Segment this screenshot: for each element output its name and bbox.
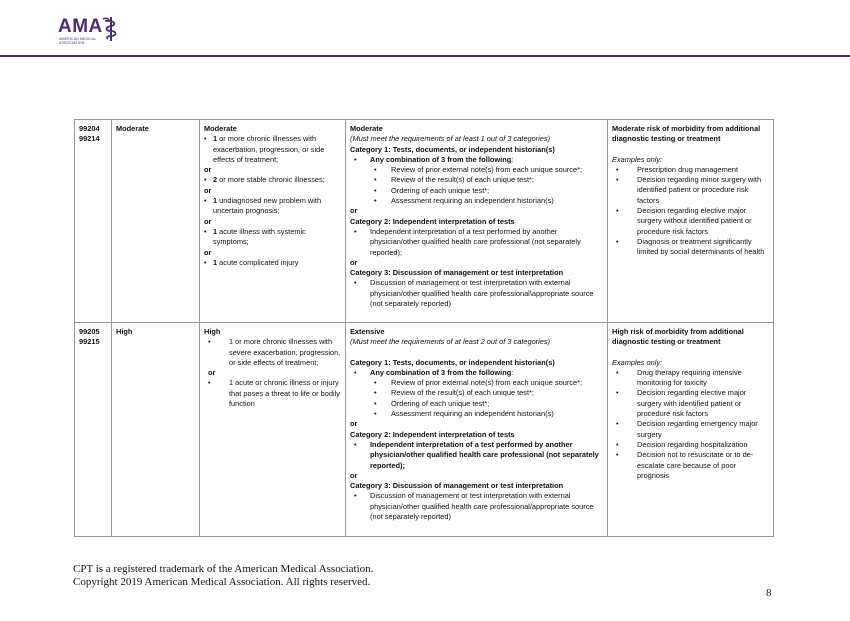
level-cell <box>112 120 200 323</box>
category-heading: Category 3: Discussion of management or test interpretation <box>350 481 564 491</box>
problems-title: Moderate <box>204 124 237 133</box>
or-separator: or <box>208 368 216 378</box>
list-item: • Diagnosis or treatment significantly limited by social determinants of health <box>612 237 769 258</box>
or-separator: or <box>204 247 212 257</box>
list-item: • Review of prior external note(s) from each unique source*; <box>350 165 603 175</box>
list-item: • 1 undiagnosed new problem with uncertain prognosis; <box>204 196 341 217</box>
list-item: • Independent interpretation of a test performed by another physician/other qualified health care professional (not separately reported); <box>350 227 603 258</box>
data-requirement: (Must meet the requirements of at least 1 out of 3 categories) <box>350 134 551 144</box>
list-item: • 2 or more stable chronic illnesses; <box>204 175 341 185</box>
list-item: • Decision regarding elective major surgery without identified patient or procedure risk factors <box>612 206 769 237</box>
staff-of-asclepius-icon <box>101 16 121 42</box>
mdm-level: High <box>116 327 133 336</box>
data-cell <box>346 120 608 323</box>
mdm-table <box>74 119 774 537</box>
list-item: • 1 acute illness with systemic symptoms; <box>204 227 341 248</box>
or-separator: or <box>350 206 358 216</box>
or-separator: or <box>350 470 358 480</box>
mdm-level: Moderate <box>116 124 149 133</box>
list-item: • Independent interpretation of a test performed by another physician/other qualified health care professional (not separately reported); <box>350 440 603 471</box>
list-item: • Decision regarding emergency major surgery <box>612 419 769 440</box>
footer <box>73 563 373 588</box>
list-item: • Decision not to resuscitate or to de-escalate care because of poor prognosis <box>612 450 769 481</box>
list-item: • Drug therapy requiring intensive monitoring for toxicity <box>612 368 769 389</box>
list-item: • Prescription drug management <box>612 165 769 175</box>
or-separator: or <box>350 419 358 429</box>
data-title: Extensive <box>350 327 385 336</box>
page-number: 8 <box>766 587 772 599</box>
cpt-code: 99214 <box>79 134 100 144</box>
risk-cell <box>608 323 774 537</box>
list-item: • Ordering of each unique test*; <box>350 399 603 409</box>
category-heading: Category 2: Independent interpretation of tests <box>350 429 515 439</box>
risk-cell <box>608 120 774 323</box>
table-row <box>75 120 774 323</box>
logo-wordmark: AMA <box>58 16 103 37</box>
list-item: • Assessment requiring an independent historian(s) <box>350 409 603 419</box>
copyright-notice: Copyright 2019 American Medical Association. All rights reserved. <box>73 575 371 588</box>
list-item: • Review of prior external note(s) from each unique source*; <box>350 378 603 388</box>
examples-label: Examples only: <box>612 357 663 367</box>
category-heading: Category 2: Independent interpretation of tests <box>350 216 515 226</box>
data-requirement: (Must meet the requirements of at least 2 out of 3 categories) <box>350 337 551 347</box>
list-item: • Discussion of management or test interpretation with external physician/other qualified health care professional\appropriate source (not separately reported) <box>350 278 603 309</box>
table-row <box>75 323 774 537</box>
or-separator: or <box>204 185 212 195</box>
logo-subtitle: AMERICAN MEDICAL ASSOCIATION <box>59 37 97 45</box>
problems-title: High <box>204 327 221 336</box>
list-item: • Any combination of 3 from the following: <box>350 368 603 378</box>
list-item: • Decision regarding minor surgery with identified patient or procedure risk factors <box>612 175 769 206</box>
list-item: • Any combination of 3 from the following: <box>350 155 603 165</box>
code-cell <box>75 323 112 537</box>
category-heading: Category 3: Discussion of management or test interpretation <box>350 268 564 278</box>
risk-title: Moderate risk of morbidity from additional diagnostic testing or treatment <box>612 124 761 144</box>
category-heading: Category 1: Tests, documents, or independent historian(s) <box>350 357 555 367</box>
list-item: • 1 acute or chronic illness or injury that poses a threat to life or bodily function <box>204 378 341 409</box>
list-item: • Decision regarding elective major surgery with identified patient or procedure risk factors <box>612 388 769 419</box>
or-separator: or <box>204 165 212 175</box>
list-item: • Review of the result(s) of each unique test*; <box>350 175 603 185</box>
list-item: • Review of the result(s) of each unique test*; <box>350 388 603 398</box>
cpt-code: 99215 <box>79 337 100 347</box>
data-cell <box>346 323 608 537</box>
list-item: • Ordering of each unique test*; <box>350 186 603 196</box>
or-separator: or <box>350 257 358 267</box>
trademark-notice: CPT is a registered trademark of the American Medical Association. <box>73 563 374 575</box>
problems-cell <box>200 323 346 537</box>
list-item: • Decision regarding hospitalization <box>612 440 769 450</box>
ama-logo <box>58 16 128 44</box>
or-separator: or <box>204 216 212 226</box>
category-heading: Category 1: Tests, documents, or independent historian(s) <box>350 144 555 154</box>
examples-label: Examples only: <box>612 154 663 164</box>
list-item: • Discussion of management or test interpretation with external physician/other qualified health care professional/appropriate source (not separately reported) <box>350 491 603 522</box>
cpt-code: 99204 <box>79 124 100 133</box>
header-divider <box>0 55 850 57</box>
problems-cell <box>200 120 346 323</box>
list-item: • 1 acute complicated injury <box>204 258 341 268</box>
risk-title: High risk of morbidity from additional diagnostic testing or treatment <box>612 327 744 347</box>
level-cell <box>112 323 200 537</box>
list-item: • Assessment requiring an independent historian(s) <box>350 196 603 206</box>
cpt-code: 99205 <box>79 327 100 336</box>
data-title: Moderate <box>350 124 383 133</box>
list-item: • 1 or more chronic illnesses with exacerbation, progression, or side effects of treatment; <box>204 134 341 165</box>
list-item: • 1 or more chronic illnesses with severe exacerbation, progression, or side effects of treatment; <box>204 337 341 368</box>
code-cell <box>75 120 112 323</box>
